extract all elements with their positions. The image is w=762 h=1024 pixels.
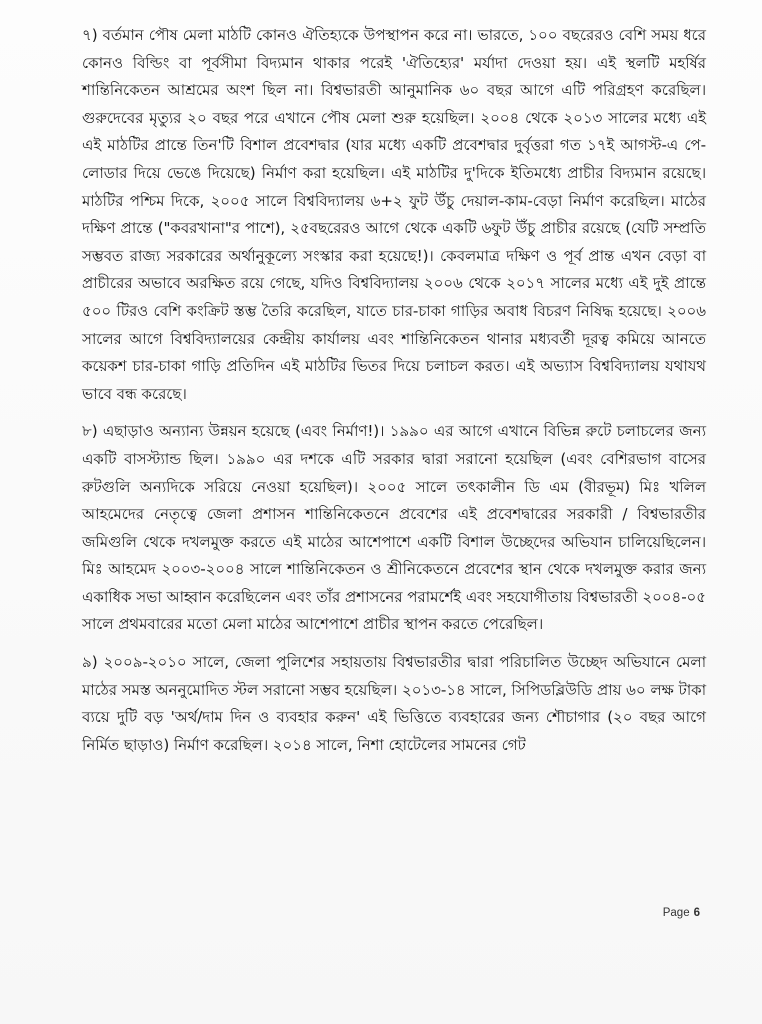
- page-footer: [663, 907, 700, 919]
- page-label: Page: [662, 907, 690, 919]
- paragraph-8: ৮) এছাড়াও অন্যান্য উন্নয়ন হয়েছে (এবং নির্মাণ!)। ১৯৯০ এর আগে এখানে বিভিন্ন রুটে চলাচলের জন্য একটি বাসস্ট্যান্ড ছিল। ১৯৯০ এর দশকে এটি সরকার দ্বারা সরানো হয়েছিল (এবং বেশিরভাগ বাসের রুটগুলি অন্যদিকে সরিয়ে নেওয়া হয়েছিল)। ২০০৫ সালে তৎকালীন ডি এম (বীরভূম) মিঃ খলিল আহমেদের নেতৃত্বে জেলা প্রশাসন শান্তিনিকেতনে প্রবেশের এই প্রবেশদ্বারের সরকারী / বিশ্বভারতীর জমিগুলি থেকে দখলমুক্ত করতে এই মাঠের আশেপাশে একটি বিশাল উচ্ছেদের অভিযান চালিয়েছিলেন। মিঃ আহমেদ ২০০৩-২০০৪ সালে শান্তিনিকেতন ও শ্রীনিকেতনে প্রবেশের স্থান থেকে দখলমুক্ত করার জন্য একাধিক সভা আহ্বান করেছিলেন এবং তাঁর প্রশাসনের পরামর্শেই এবং সহযোগীতায় বিশ্বভারতী ২০০৪-০৫ সালে প্রথমবারের মতো মেলা মাঠের আশেপাশে প্রাচীর স্থাপন করতে পেরেছিল।: [82, 422, 706, 634]
- paragraph-9: ৯) ২০০৯-২০১০ সালে, জেলা পুলিশের সহায়তায় বিশ্বভারতীর দ্বারা পরিচালিত উচ্ছেদ অভিযানে মেলা মাঠের সমস্ত অননুমোদিত স্টল সরানো সম্ভব হয়েছিল। ২০১৩-১৪ সালে, সিপিডব্লিউডি প্রায় ৬০ লক্ষ টাকা ব্যয়ে দুটি বড় 'অর্থ/দাম দিন ও ব্যবহার করুন' এই ভিত্তিতে ব্যবহারের জন্য শৌচাগার (২০ বছর আগে নির্মিত ছাড়াও) নির্মাণ করেছিল। ২০১৪ সালে, নিশা হোটেলের সামনের গেট: [82, 653, 706, 754]
- paragraph-7: ৭) বর্তমান পৌষ মেলা মাঠটি কোনও ঐতিহ্যকে উপস্থাপন করে না। ভারতে, ১০০ বছরেরও বেশি সময় ধরে কোনও বিল্ডিং বা পূর্বসীমা বিদ্যমান থাকার পরেই 'ঐতিহ্যের' মর্যাদা দেওয়া হয়। এই স্থলটি মহর্ষির শান্তিনিকেতন আশ্রমের অংশ ছিল না। বিশ্বভারতী আনুমানিক ৬০ বছর আগে এটি পরিগ্রহণ করেছিল। গুরুদেবের মৃত্যুর ২০ বছর পরে এখানে পৌষ মেলা শুরু হয়েছিল। ২০০৪ থেকে ২০১৩ সালের মধ্যে এই এই মাঠটির প্রান্তে তিন'টি বিশাল প্রবেশদ্বার (যার মধ্যে একটি প্রবেশদ্বার দুর্বৃত্তরা গত ১৭ই আগস্ট-এ পে-লোডার দিয়ে ভেঙে দিয়েছে) নির্মাণ করা হয়েছিল। এই মাঠটির দু'দিকে ইতিমধ্যে প্রাচীর বিদ্যমান রয়েছে। মাঠটির পশ্চিম দিকে, ২০০৫ সালে বিশ্ববিদ্যালয় ৬+২ ফুট উঁচু দেয়াল-কাম-বেড়া নির্মাণ করেছিল। মাঠের দক্ষিণ প্রান্তে ("কবরখানা"র পাশে), ২৫বছরেরও আগে থেকে একটি ৬ফুট উঁচু প্রাচীর রয়েছে (যেটি সম্প্রতি সম্ভবত রাজ্য সরকারের অর্থানুকূল্যে সংস্কার করা হয়েছে!)। কেবলমাত্র দক্ষিণ ও পূর্ব প্রান্ত এখন বেড়া বা প্রাচীরের অভাবে অরক্ষিত রয়ে গেছে, যদিও বিশ্ববিদ্যালয় ২০০৬ থেকে ২০১৭ সালের মধ্যে এই দুই প্রান্তে ৫০০ টিরও বেশি কংক্রিট স্তম্ভ তৈরি করেছিল, যাতে চার-চাকা গাড়ির অবাধ বিচরণ নিষিদ্ধ হয়েছে। ২০০৬ সালের আগে বিশ্ববিদ্যালয়ের কেন্দ্রীয় কার্যালয় এবং শান্তিনিকেতন থানার মধ্যবর্তী দূরত্ব কমিয়ে আনতে কয়েকশ চার-চাকা গাড়ি প্রতিদিন এই মাঠটির ভিতর দিয়ে চলাচল করত। এই অভ্যাস বিশ্ববিদ্যালয় যথাযথ ভাবে বন্ধ করেছে।: [82, 26, 706, 403]
- page-number: 6: [693, 907, 700, 919]
